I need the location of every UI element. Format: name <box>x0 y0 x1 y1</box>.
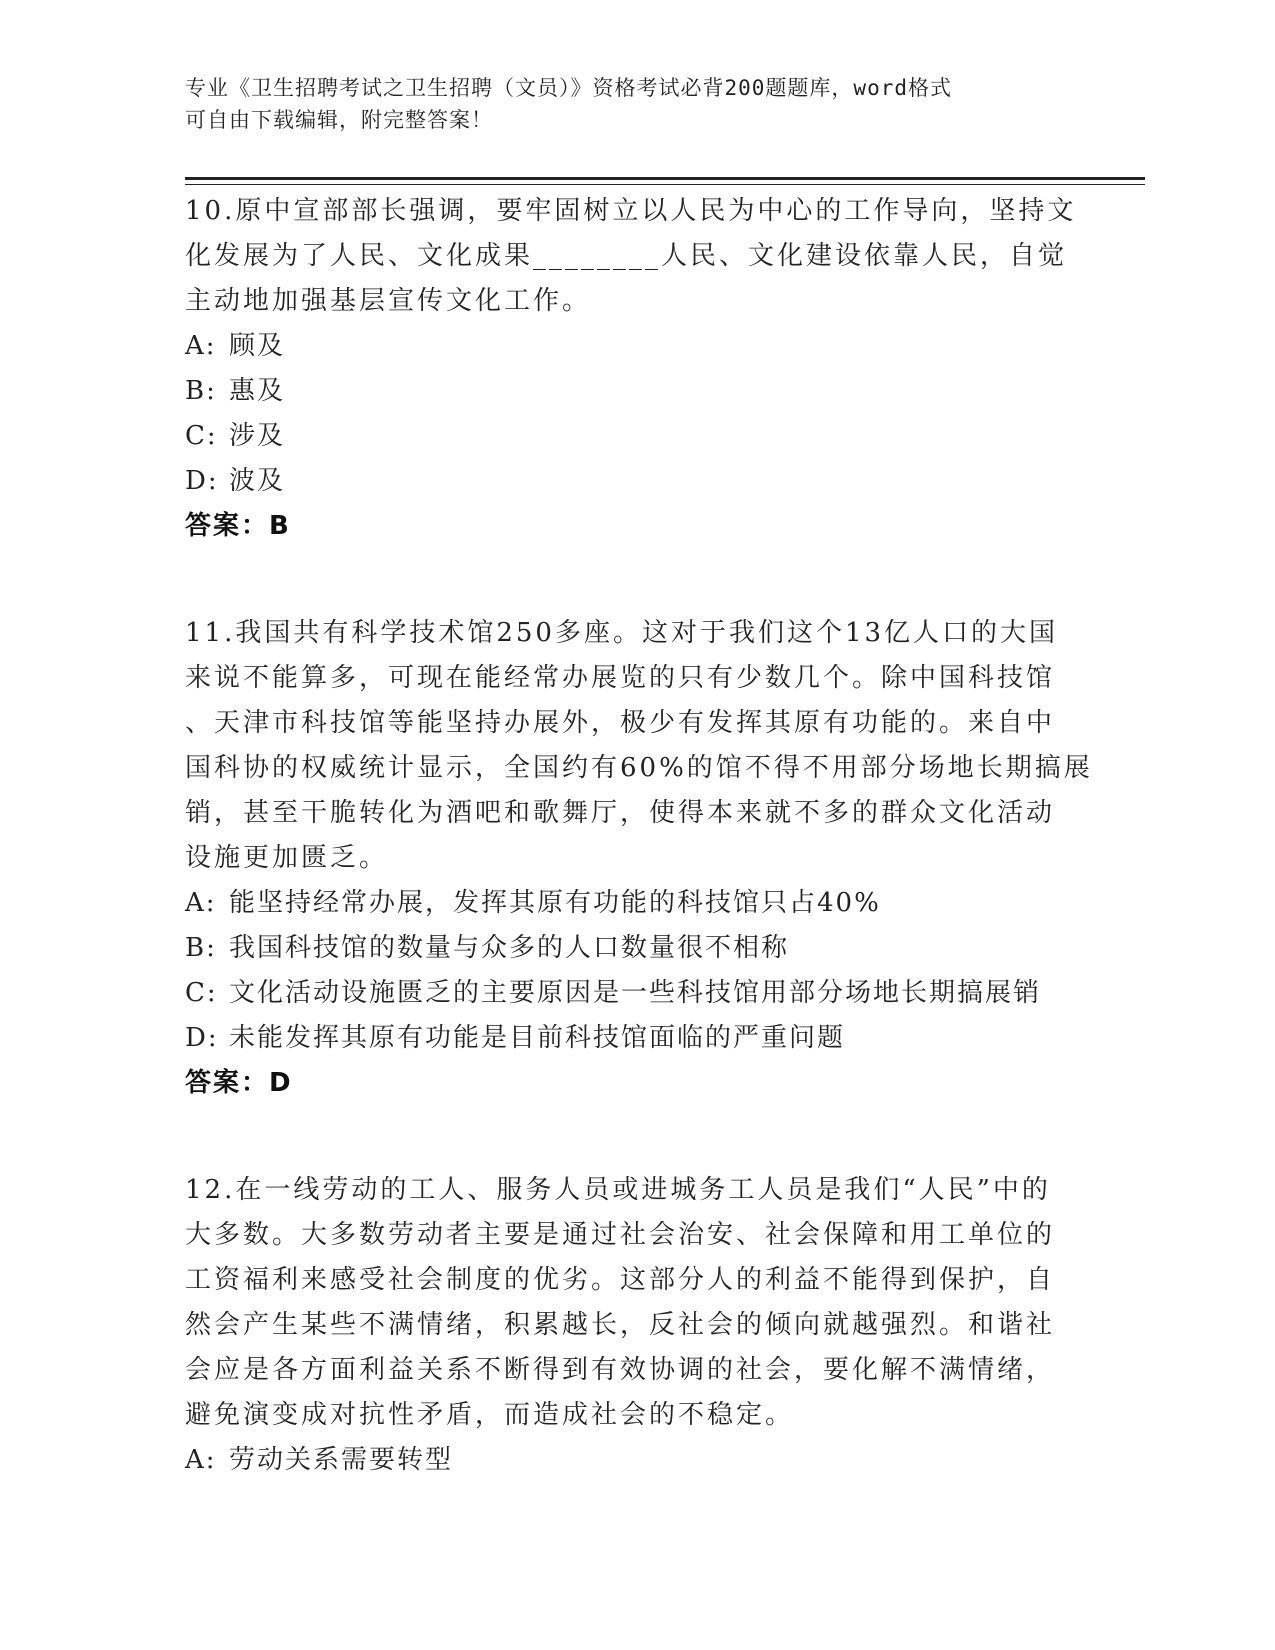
option-key: A: <box>185 331 217 361</box>
option-key: D: <box>185 1023 219 1053</box>
option-d <box>185 1016 1085 1061</box>
option-key: B: <box>185 933 217 963</box>
question-10 <box>185 189 1085 549</box>
option-a <box>185 324 1085 369</box>
question-stem-line: 12.在一线劳动的工人、服务人员或进城务工人员是我们“人民”中的 <box>185 1175 1051 1205</box>
question-stem-line: 会应是各方面利益关系不断得到有效协调的社会，要化解不满情绪， <box>185 1355 1056 1385</box>
header-line-1: 专业《卫生招聘考试之卫生招聘（文员）》资格考试必背200题题库，word格式 <box>185 76 952 100</box>
question-stem-line: 11.我国共有科学技术馆250多座。这对于我们这个13亿人口的大国 <box>185 618 1059 648</box>
question-stem-line: 主动地加强基层宣传文化工作。 <box>185 286 592 316</box>
question-stem-line: 国科协的权威统计显示，全国约有60%的馆不得不用部分场地长期搞展 <box>185 753 1093 783</box>
option-text: 我国科技馆的数量与众多的人口数量很不相称 <box>229 933 790 963</box>
option-key: A: <box>185 888 217 918</box>
question-stem-line: 设施更加匮乏。 <box>185 843 389 873</box>
answer-label: 答案：B <box>185 511 291 541</box>
option-key: A: <box>185 1445 217 1475</box>
question-stem-line: 销，甚至干脆转化为酒吧和歌舞厅，使得本来就不多的群众文化活动 <box>185 798 1056 828</box>
question-stem-line: 工资福利来感受社会制度的优劣。这部分人的利益不能得到保护，自 <box>185 1265 1056 1295</box>
option-b <box>185 369 1085 414</box>
option-key: C: <box>185 421 218 451</box>
option-b <box>185 926 1085 971</box>
question-stem-line: 然会产生某些不满情绪，积累越长，反社会的倾向就越强烈。和谐社 <box>185 1310 1056 1340</box>
question-stem-line: 化发展为了人民、文化成果________人民、文化建设依靠人民，自觉 <box>185 241 1068 271</box>
header-divider-thin <box>185 184 1145 185</box>
option-text: 文化活动设施匮乏的主要原因是一些科技馆用部分场地长期搞展销 <box>229 978 1042 1008</box>
option-c <box>185 414 1085 459</box>
header-divider-thick <box>185 177 1145 180</box>
question-stem-line: 、天津市科技馆等能坚持办展外，极少有发挥其原有功能的。来自中 <box>185 708 1056 738</box>
question-11 <box>185 611 1093 1106</box>
option-text: 惠及 <box>229 376 286 406</box>
question-12 <box>185 1168 1085 1483</box>
option-c <box>185 971 1085 1016</box>
option-text: 能坚持经常办展，发挥其原有功能的科技馆只占40% <box>229 888 881 918</box>
option-a <box>185 1438 1085 1483</box>
option-key: B: <box>185 376 217 406</box>
option-text: 涉及 <box>229 421 286 451</box>
question-stem-line: 来说不能算多，可现在能经常办展览的只有少数几个。除中国科技馆 <box>185 663 1056 693</box>
option-d <box>185 459 1085 504</box>
question-stem-line: 避免演变成对抗性矛盾，而造成社会的不稳定。 <box>185 1400 795 1430</box>
option-key: C: <box>185 978 218 1008</box>
answer-label: 答案：D <box>185 1068 293 1098</box>
document-header <box>185 72 1085 136</box>
option-text: 未能发挥其原有功能是目前科技馆面临的严重问题 <box>229 1023 846 1053</box>
option-key: D: <box>185 466 219 496</box>
question-stem-line: 10.原中宣部部长强调，要牢固树立以人民为中心的工作导向，坚持文 <box>185 196 1077 226</box>
question-stem-line: 大多数。大多数劳动者主要是通过社会治安、社会保障和用工单位的 <box>185 1220 1056 1250</box>
header-line-2: 可自由下载编辑，附完整答案！ <box>185 108 493 132</box>
option-text: 劳动关系需要转型 <box>229 1445 454 1475</box>
option-text: 顾及 <box>229 331 286 361</box>
option-a <box>185 881 1085 926</box>
option-text: 波及 <box>229 466 286 496</box>
question-list <box>185 189 1093 1545</box>
